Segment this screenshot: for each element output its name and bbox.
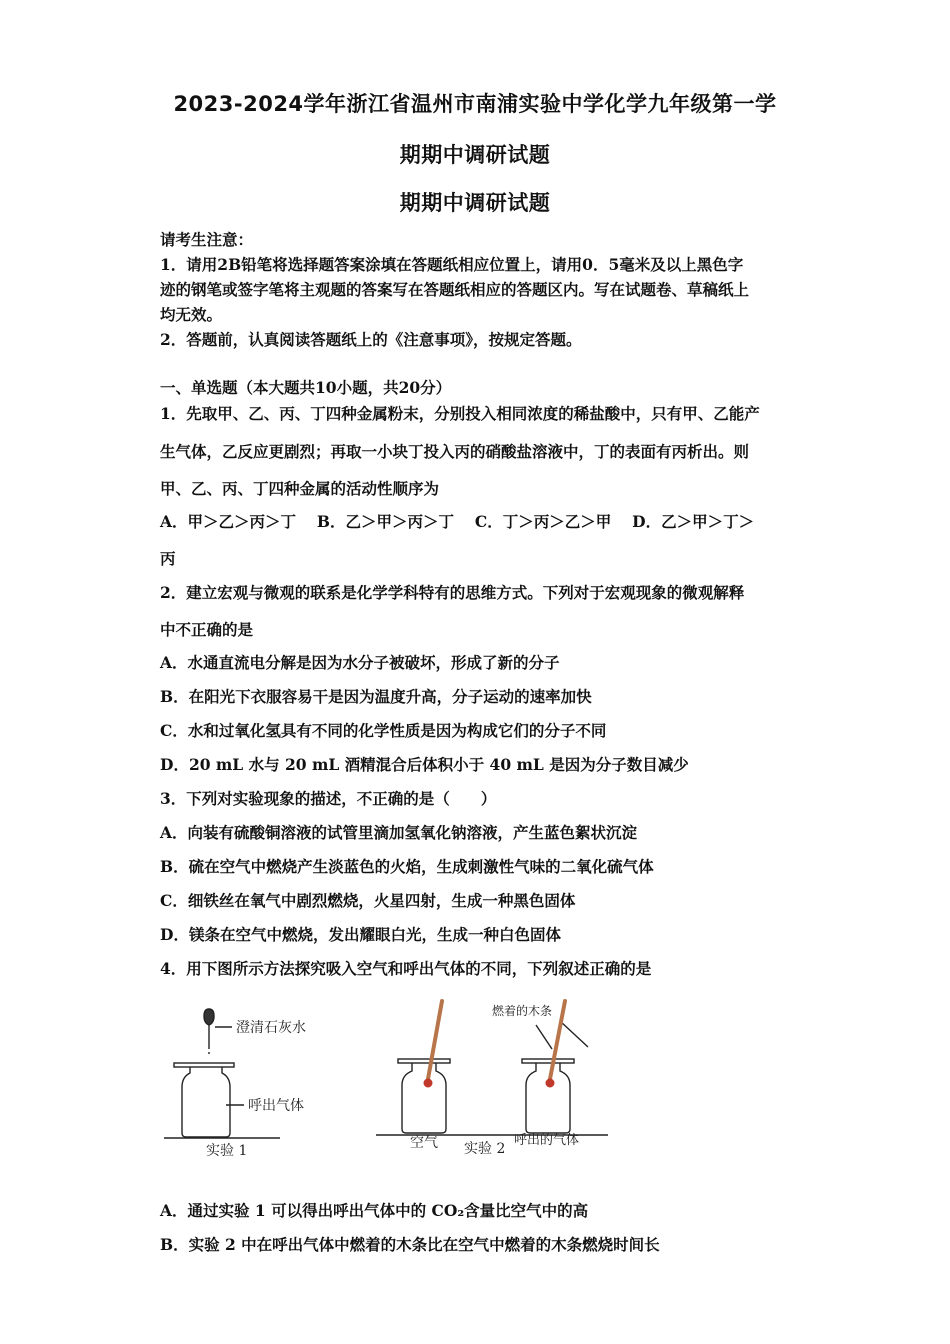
notice-heading: 请考生注意： (160, 230, 254, 249)
exhaled-gas-2-label: 呼出的气体 (514, 1133, 580, 1148)
exhaled-gas-label: 呼出气体 (248, 1098, 304, 1114)
q3-stem: 3．下列对实验现象的描述，不正确的是（ ） (160, 789, 497, 808)
q3-option-d: D．镁条在空气中燃烧，发出耀眼白光，生成一种白色固体 (160, 925, 561, 944)
q2-option-d: D．20 mL 水与 20 mL 酒精混合后体积小于 40 mL 是因为分子数目减少 (160, 755, 689, 774)
experiment-2-apparatus (376, 1021, 608, 1135)
exam-title-line-3: 期期中调研试题 (399, 191, 551, 215)
gas-bottle-1 (182, 1067, 230, 1137)
glass-plate (174, 1063, 234, 1067)
q3-option-c: C．细铁丝在氧气中剧烈燃烧，火星四射，生成一种黑色固体 (160, 891, 576, 910)
air-bottle (402, 1063, 446, 1133)
q2-option-c: C．水和过氧化氢具有不同的化学性质是因为构成它们的分子不同 (160, 721, 607, 740)
exam-title-line-2: 期期中调研试题 (399, 143, 551, 167)
stick-pointer-right (560, 1021, 588, 1047)
burning-stick-left (428, 1001, 442, 1079)
dropper-bulb-icon (204, 1009, 214, 1025)
notice-item-1-line-1: 1．请用2B铅笔将选择题答案涂填在答题纸相应位置上，请用0．5毫米及以上黑色字 (160, 255, 744, 274)
q1-line-2: 生气体，乙反应更剧烈；再取一小块丁投入丙的硝酸盐溶液中，丁的表面有丙析出。则 (160, 442, 750, 461)
experiment-2-caption: 实验 2 (464, 1141, 506, 1157)
q4-stem: 4．用下图所示方法探究吸入空气和呼出气体的不同，下列叙述正确的是 (160, 959, 652, 978)
flame-right-icon (546, 1079, 555, 1088)
q4-option-b: B．实验 2 中在呼出气体中燃着的木条比在空气中燃着的木条燃烧时间长 (160, 1235, 660, 1254)
q2-line-1: 2．建立宏观与微观的联系是化学学科特有的思维方式。下列对于宏观现象的微观解释 (160, 583, 745, 602)
q1-line-3: 甲、乙、丙、丁四种金属的活动性顺序为 (160, 479, 440, 498)
q1-options-wrap: 丙 (160, 549, 176, 568)
q2-option-b: B．在阳光下衣服容易干是因为温度升高，分子运动的速率加快 (160, 687, 592, 706)
q3-option-b: B．硫在空气中燃烧产生淡蓝色的火焰，生成刺激性气味的二氧化硫气体 (160, 857, 654, 876)
glass-plate-right (522, 1059, 574, 1063)
q3-option-a: A．向装有硫酸铜溶液的试管里滴加氢氧化钠溶液，产生蓝色絮状沉淀 (160, 823, 638, 842)
exhaled-gas-bottle (526, 1063, 570, 1133)
burning-stick-right (550, 1001, 565, 1079)
notice-item-1-line-3: 均无效。 (160, 305, 223, 324)
q1-line-1: 1．先取甲、乙、丙、丁四种金属粉末，分别投入相同浓度的稀盐酸中，只有甲、乙能产 (160, 404, 760, 423)
limewater-label: 澄清石灰水 (236, 1020, 306, 1036)
notice-item-2: 2．答题前，认真阅读答题纸上的《注意事项》，按规定答题。 (160, 330, 582, 349)
q4-option-a: A．通过实验 1 可以得出呼出气体中的 CO₂含量比空气中的高 (160, 1201, 589, 1220)
air-label: 空气 (410, 1135, 438, 1151)
exam-title-line-1: 2023-2024学年浙江省温州市南浦实验中学化学九年级第一学 (173, 92, 777, 116)
notice-item-1-line-2: 迹的钢笔或签字笔将主观题的答案写在答题纸相应的答题区内。写在试题卷、草稿纸上 (160, 280, 750, 299)
burning-stick-label: 燃着的木条 (492, 1004, 553, 1018)
flame-left-icon (424, 1079, 433, 1088)
stick-pointer-left (536, 1025, 552, 1049)
q2-option-a: A．水通直流电分解是因为水分子被破坏，形成了新的分子 (160, 653, 560, 672)
q2-line-2: 中不正确的是 (160, 620, 254, 639)
q1-options: A．甲＞乙＞丙＞丁 B．乙＞甲＞丙＞丁 C．丁＞丙＞乙＞甲 D．乙＞甲＞丁＞ (160, 512, 755, 531)
experiment-1-caption: 实验 1 (206, 1143, 248, 1159)
glass-plate-left (398, 1059, 450, 1063)
section-heading: 一、单选题（本大题共10小题，共20分） (160, 378, 452, 397)
experiment-figure (160, 995, 620, 1165)
